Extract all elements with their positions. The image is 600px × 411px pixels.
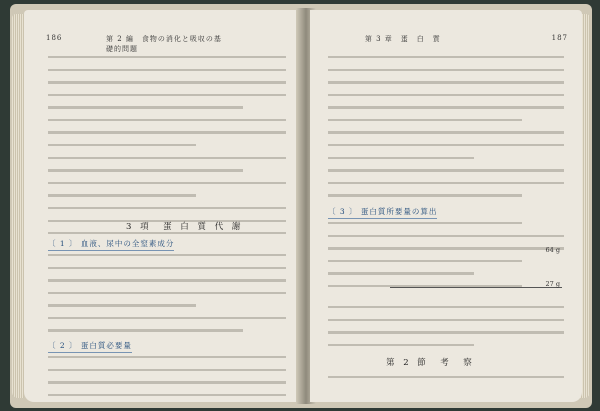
- subsection-heading: 〔 3 〕 蛋白質所要量の算出: [328, 206, 437, 219]
- text-block: [328, 376, 564, 389]
- left-page-number: 186: [46, 34, 63, 42]
- section-heading: 3 項 蛋 白 質 代 謝: [126, 222, 244, 232]
- calc-total-1: 64 g: [545, 246, 560, 254]
- section-heading: 第 2 節 考 察: [386, 358, 475, 368]
- text-block: [48, 356, 286, 402]
- left-page: [24, 10, 300, 402]
- calc-rule: [390, 287, 562, 288]
- right-running-title: 第 3 章 蛋 白 質: [364, 35, 441, 43]
- text-block: [328, 306, 564, 356]
- subsection-heading: 〔 2 〕 蛋白質必要量: [48, 340, 132, 353]
- left-running-title: 第 2 編 食物の消化と吸収の基礎的問題: [106, 35, 222, 53]
- text-block: [48, 56, 286, 245]
- open-book: [10, 4, 592, 408]
- right-page-number: 187: [551, 34, 568, 42]
- calc-total-2: 27 g: [545, 280, 560, 288]
- text-block: [48, 254, 286, 342]
- right-page: [310, 10, 582, 402]
- page-edges-left: [12, 14, 24, 398]
- text-block: [328, 56, 564, 207]
- subsection-heading: 〔 1 〕 血液、尿中の全窒素成分: [48, 238, 174, 251]
